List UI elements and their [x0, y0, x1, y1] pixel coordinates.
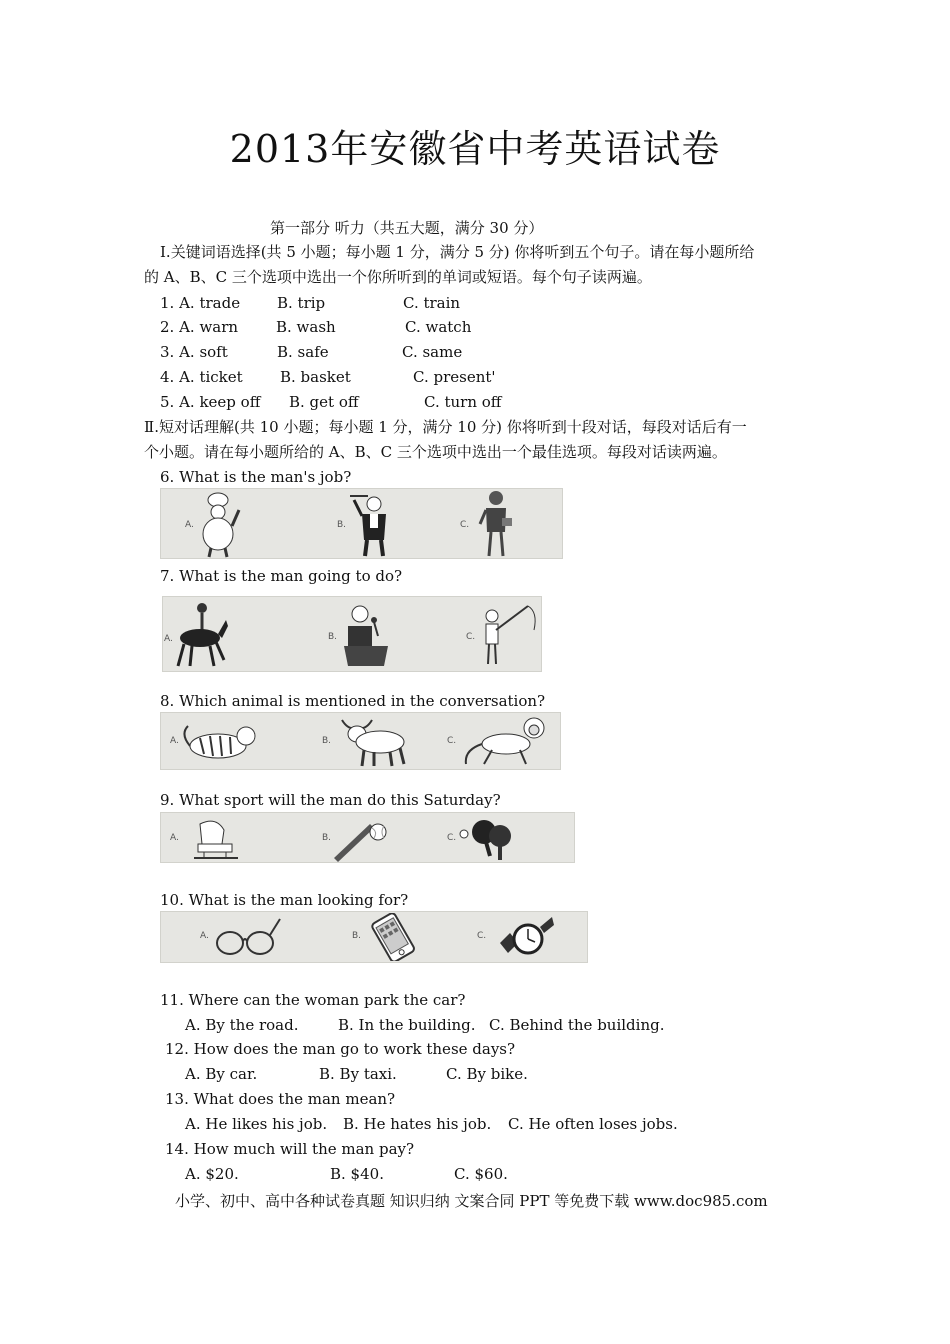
- question-13-a: A. He likes his job.: [185, 1115, 328, 1133]
- page-title: 2013年安徽省中考英语试卷: [229, 127, 721, 171]
- section2-instruction-line1: Ⅱ.短对话理解(共 10 小题；每小题 1 分，满分 10 分) 你将听到十段对话，每段对话后有一: [144, 418, 747, 436]
- question-12-b: B. By taxi.: [319, 1065, 397, 1083]
- question-7: 7. What is the man going to do?: [160, 567, 403, 585]
- question-3-c: C. same: [402, 343, 463, 361]
- question-5-b: B. get off: [289, 393, 359, 411]
- question-6-picture: A. B. C.: [160, 488, 563, 559]
- phone-icon: [364, 913, 424, 961]
- question-13-b: B. He hates his job.: [343, 1115, 492, 1133]
- question-3-a: 3. A. soft: [160, 343, 228, 361]
- chef-icon: [195, 490, 245, 558]
- question-1-c: C. train: [403, 294, 461, 312]
- question-8: 8. Which animal is mentioned in the conversation?: [160, 692, 546, 710]
- question-4-c: C. present': [413, 368, 496, 386]
- question-13-c: C. He often loses jobs.: [508, 1115, 678, 1133]
- question-12-a: A. By car.: [185, 1065, 258, 1083]
- question-13: 13. What does the man mean?: [165, 1090, 396, 1108]
- question-3-b: B. safe: [277, 343, 329, 361]
- question-11-b: B. In the building.: [338, 1016, 476, 1034]
- question-14: 14. How much will the man pay?: [165, 1140, 415, 1158]
- fishing-icon: [480, 600, 540, 668]
- question-1-a: 1. A. trade: [160, 294, 241, 312]
- tiger-icon: [180, 716, 260, 766]
- question-8-picture: A. B. C.: [160, 712, 561, 770]
- section1-instruction-line2: 的 A、B、C 三个选项中选出一个你所听到的单词或短语。每个句子读两遍。: [144, 268, 652, 286]
- skating-icon: [188, 814, 248, 862]
- businessman-icon: [476, 488, 516, 558]
- watch-icon: [496, 913, 556, 961]
- footer-ad: 小学、初中、高中各种试卷真题 知识归纳 文案合同 PPT 等免费下载 www.doc985.com: [175, 1192, 768, 1210]
- baseball-icon: [330, 814, 390, 862]
- question-14-a: A. $20.: [185, 1165, 239, 1183]
- question-9: 9. What sport will the man do this Saturday?: [160, 791, 501, 809]
- question-2-a: 2. A. warn: [160, 318, 239, 336]
- question-10-picture: A. B. C.: [160, 911, 588, 963]
- question-12-c: C. By bike.: [446, 1065, 528, 1083]
- question-4-a: 4. A. ticket: [160, 368, 243, 386]
- question-2-c: C. watch: [405, 318, 472, 336]
- question-1-b: B. trip: [277, 294, 326, 312]
- monkey-icon: [456, 714, 556, 768]
- question-11: 11. Where can the woman park the car?: [160, 991, 466, 1009]
- part-heading: 第一部分 听力（共五大题，满分 30 分）: [270, 219, 544, 237]
- question-6: 6. What is the man's job?: [160, 468, 352, 486]
- question-11-a: A. By the road.: [185, 1016, 299, 1034]
- question-11-c: C. Behind the building.: [489, 1016, 665, 1034]
- waiter-icon: [348, 488, 398, 558]
- section1-instruction-line1: I.关键词语选择(共 5 小题；每小题 1 分，满分 5 分) 你将听到五个句子。请在每小题所给: [160, 243, 755, 261]
- horse-riding-icon: [170, 600, 230, 670]
- bull-icon: [332, 714, 412, 768]
- question-9-picture: A. B. C.: [160, 812, 575, 863]
- question-2-b: B. wash: [276, 318, 336, 336]
- question-5-a: 5. A. keep off: [160, 393, 261, 411]
- question-4-b: B. basket: [280, 368, 351, 386]
- question-7-picture: A. B. C.: [162, 596, 542, 672]
- question-14-c: C. $60.: [454, 1165, 508, 1183]
- question-10: 10. What is the man looking for?: [160, 891, 409, 909]
- question-12: 12. How does the man go to work these days?: [165, 1040, 516, 1058]
- ping-pong-icon: [456, 814, 516, 862]
- speech-icon: [342, 602, 392, 668]
- question-5-c: C. turn off: [424, 393, 502, 411]
- section2-instruction-line2: 个小题。请在每小题所给的 A、B、C 三个选项中选出一个最佳选项。每段对话读两遍。: [144, 443, 727, 461]
- question-14-b: B. $40.: [330, 1165, 384, 1183]
- glasses-icon: [212, 915, 282, 961]
